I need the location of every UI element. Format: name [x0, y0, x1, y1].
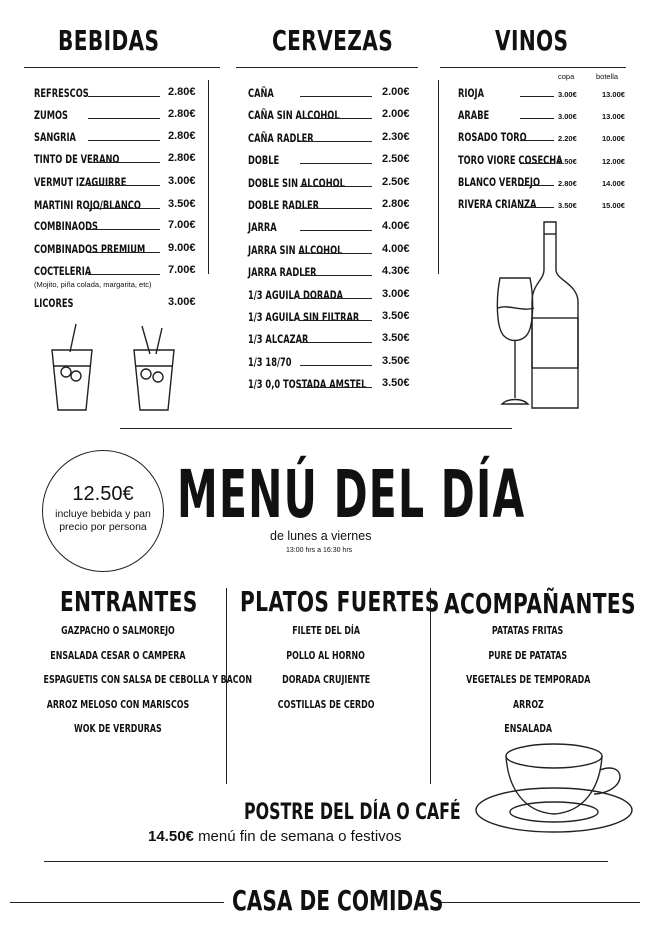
- drink-item-leader: [88, 208, 160, 209]
- plato-fuerte-item-label: POLLO AL HORNO: [286, 648, 366, 662]
- plato-fuerte-item-label: COSTILLAS DE CERDO: [277, 697, 375, 711]
- beer-item-leader: [300, 186, 372, 187]
- drink-item-name: COMBINADOS PREMIUM: [34, 242, 146, 256]
- wine-item-name: BLANCO VERDEJO: [458, 174, 541, 189]
- beer-item-name: 1/3 AGUILA SIN FILTRAR: [248, 310, 360, 324]
- wine-copa-price: 3.00€: [558, 90, 577, 99]
- drink-item-price: 2.80€: [168, 86, 196, 98]
- plato-fuerte-item-label: DORADA CRUJIENTE: [281, 673, 371, 686]
- entrante-item: [3, 673, 252, 686]
- drink-item-leader: [88, 140, 160, 141]
- menu-hours: 13:00 hrs a 16:30 hrs: [286, 547, 353, 554]
- badge-line-2: precio por persona: [59, 521, 147, 533]
- wine-item-leader: [520, 96, 554, 97]
- wine-item-name: TORO VIORE COSECHA: [458, 152, 563, 167]
- beer-item-price: 4.30€: [382, 265, 410, 278]
- beer-item-price: 2.30€: [382, 130, 410, 143]
- drink-item-price: 7.00€: [168, 264, 196, 276]
- drink-item-name: REFRESCOS: [34, 86, 89, 100]
- cocktail-glasses-icon: [40, 322, 180, 418]
- divider-platos: [430, 588, 431, 784]
- drink-item-leader: [88, 118, 160, 119]
- beer-item-price: 2.80€: [382, 198, 410, 210]
- beer-item-name: JARRA RADLER: [248, 265, 317, 280]
- acompanante-item: [428, 649, 628, 662]
- cervezas-rule: [236, 67, 418, 68]
- footer-rule-left: [10, 902, 224, 903]
- weekend-text: menú fin de semana o festivos: [198, 828, 402, 845]
- acompanantes-title: ACOMPAÑANTES: [444, 587, 636, 620]
- menu-days: de lunes a viernes: [270, 529, 372, 543]
- drink-item-leader: [88, 229, 160, 230]
- drink-item-name: COCTELERIA: [34, 264, 92, 278]
- wine-botella-price: 14.00€: [602, 178, 625, 188]
- beer-item-name: 1/3 18/70: [248, 354, 292, 369]
- beer-item-leader: [300, 118, 372, 119]
- bottom-separator: [44, 861, 608, 862]
- acompanante-item-label: PURE DE PATATAS: [488, 648, 568, 662]
- badge-line-1: incluye bebida y pan: [55, 508, 151, 520]
- beer-item-leader: [300, 365, 372, 366]
- acompanante-item-label: PATATAS FRITAS: [492, 624, 564, 637]
- coffee-cup-icon: [472, 740, 634, 836]
- drink-item-leader: [88, 162, 160, 163]
- drink-item-price: 3.00€: [168, 175, 196, 187]
- beer-item-name: CAÑA RADLER: [248, 130, 314, 145]
- beer-item-leader: [300, 141, 372, 142]
- platos-fuertes-title: PLATOS FUERTES: [240, 585, 440, 618]
- beer-item-price: 3.50€: [382, 354, 410, 367]
- beer-item-leader: [300, 320, 372, 321]
- beer-item-price: 2.00€: [382, 86, 410, 98]
- wine-copa-price: 2.80€: [558, 178, 577, 188]
- vinos-title: VINOS: [495, 24, 569, 57]
- wine-item-leader: [520, 185, 554, 186]
- wine-botella-price: 12.00€: [602, 156, 625, 166]
- wine-item-name: RIVERA CRIANZA: [458, 197, 537, 211]
- divider-cervezas: [438, 80, 439, 274]
- beer-item-price: 3.50€: [382, 377, 410, 390]
- beer-item-name: CAÑA SIN ALCOHOL: [248, 108, 340, 123]
- beer-item-name: DOBLE SIN ALCOHOL: [248, 175, 345, 190]
- wine-bottle-glass-icon: [494, 218, 584, 412]
- plato-fuerte-item: [231, 624, 421, 637]
- drink-item-price: 7.00€: [168, 219, 196, 231]
- acompanante-item-label: VEGETALES DE TEMPORADA: [465, 673, 591, 686]
- drink-item-leader: [88, 274, 160, 275]
- drink-item-leader: [88, 185, 160, 186]
- beer-item-leader: [300, 387, 372, 388]
- drink-item-name: SANGRIA: [34, 130, 76, 144]
- beer-item-name: 1/3 AGUILA DORADA: [248, 287, 343, 302]
- plato-fuerte-item: [231, 649, 421, 662]
- drink-item-price: 3.50€: [168, 198, 196, 210]
- drink-item-leader: [88, 252, 160, 253]
- entrante-item-label: ARROZ MELOSO CON MARISCOS: [46, 697, 190, 711]
- acompanante-item: [428, 624, 628, 637]
- drink-item-name: VERMUT IZAGUIRRE: [34, 175, 127, 189]
- wine-botella-price: 13.00€: [602, 112, 625, 122]
- entrante-item: [3, 722, 233, 735]
- beer-item-price: 3.50€: [382, 332, 410, 345]
- beer-item-name: JARRA SIN ALCOHOL: [248, 242, 343, 257]
- plato-fuerte-item: [231, 673, 421, 686]
- divider-entrantes: [226, 588, 227, 784]
- bebidas-rule: [24, 67, 220, 68]
- drink-item-name: MARTINI ROJO/BLANCO: [34, 198, 141, 212]
- acompanante-item-label: ENSALADA: [504, 722, 552, 735]
- footer-title: CASA DE COMIDAS: [232, 884, 444, 917]
- beer-item-leader: [300, 275, 372, 276]
- postre: POSTRE DEL DÍA O CAFÉ: [244, 800, 461, 825]
- drink-item-price: 2.80€: [168, 108, 196, 120]
- weekend-offer: [148, 828, 402, 845]
- beer-item-price: 4.00€: [382, 220, 410, 233]
- beer-item-name: CAÑA: [248, 86, 274, 100]
- drink-item-leader: [88, 96, 160, 97]
- wine-copa-price: 2.20€: [558, 134, 577, 144]
- acompanante-item: [428, 698, 628, 711]
- wine-item-leader: [520, 207, 554, 208]
- entrante-item-label: GAZPACHO O SALMOREJO: [61, 624, 175, 637]
- beer-item-name: 1/3 0,0 TOSTADA AMSTEL: [248, 377, 367, 392]
- wine-botella-price: 15.00€: [602, 201, 625, 210]
- price-badge: [42, 450, 164, 572]
- weekend-price: 14.50€: [148, 828, 194, 845]
- wine-item-leader: [520, 118, 554, 119]
- entrante-item: [3, 698, 233, 711]
- drink-item-name: TINTO DE VERANO: [34, 152, 120, 166]
- entrante-item: [3, 649, 233, 662]
- beer-item-leader: [300, 163, 372, 164]
- acompanante-item: [428, 722, 628, 735]
- footer-rule-right: [440, 902, 640, 903]
- drink-item-price: 2.80€: [168, 152, 196, 164]
- drinks-separator: [120, 428, 512, 429]
- wine-item-name: ROSADO TORO: [458, 130, 527, 145]
- beer-item-leader: [300, 253, 372, 254]
- divider-bebidas: [208, 80, 209, 274]
- acompanante-item-label: ARROZ: [512, 697, 544, 711]
- entrante-item-label: ESPAGUETIS CON SALSA DE CEBOLLA Y BACON: [43, 673, 252, 686]
- wine-copa-price: 3.00€: [558, 112, 577, 122]
- wine-botella-price: 13.00€: [602, 90, 625, 99]
- bebidas-title: BEBIDAS: [58, 24, 160, 57]
- beer-item-leader: [300, 96, 372, 97]
- beer-item-name: JARRA: [248, 220, 277, 235]
- wine-item-name: ARABE: [458, 108, 490, 123]
- drink-item-name: ZUMOS: [34, 108, 68, 122]
- beer-item-price: 2.50€: [382, 175, 410, 188]
- beer-item-leader: [300, 230, 372, 231]
- wine-item-name: RIOJA: [458, 86, 484, 100]
- wine-copa-price: 3.50€: [558, 201, 577, 210]
- beer-item-name: DOBLE RADLER: [248, 198, 320, 212]
- vinos-rule: [440, 67, 626, 68]
- beer-item-name: 1/3 ALCAZAR: [248, 332, 309, 347]
- beer-item-price: 3.50€: [382, 310, 410, 322]
- wine-item-leader: [520, 163, 554, 164]
- plato-fuerte-item: [231, 698, 421, 711]
- drink-item-name: LICORES: [34, 296, 74, 310]
- menu-title: MENÚ DEL DÍA: [177, 456, 526, 533]
- cocktail-note: (Mojito, piña colada, margarita, etc): [34, 280, 152, 289]
- beer-item-price: 2.00€: [382, 108, 410, 121]
- botella-header: botella: [596, 72, 619, 81]
- entrante-item: [3, 624, 233, 637]
- plato-fuerte-item-label: FILETE DEL DÍA: [292, 624, 360, 637]
- wine-copa-price: 2.50€: [558, 156, 577, 166]
- entrante-item-label: ENSALADA CESAR O CAMPERA: [50, 648, 186, 662]
- wine-item-leader: [520, 140, 554, 141]
- beer-item-leader: [300, 298, 372, 299]
- entrante-item-label: WOK DE VERDURAS: [74, 722, 162, 735]
- drink-item-price: 3.00€: [168, 296, 196, 308]
- drink-item-name: COMBINAODS: [34, 219, 98, 233]
- menu-price: 12.50€: [72, 483, 134, 505]
- wine-botella-price: 10.00€: [602, 134, 625, 144]
- beer-item-price: 3.00€: [382, 287, 410, 300]
- beer-item-leader: [300, 208, 372, 209]
- beer-item-price: 2.50€: [382, 153, 410, 166]
- copa-header: copa: [558, 72, 575, 81]
- beer-item-name: DOBLE: [248, 153, 280, 168]
- entrantes-title: ENTRANTES: [60, 585, 198, 618]
- drink-item-price: 9.00€: [168, 242, 196, 254]
- beer-item-price: 4.00€: [382, 242, 410, 255]
- cervezas-title: CERVEZAS: [272, 24, 394, 57]
- drink-item-price: 2.80€: [168, 130, 196, 142]
- acompanante-item: [428, 673, 628, 686]
- beer-item-leader: [300, 342, 372, 343]
